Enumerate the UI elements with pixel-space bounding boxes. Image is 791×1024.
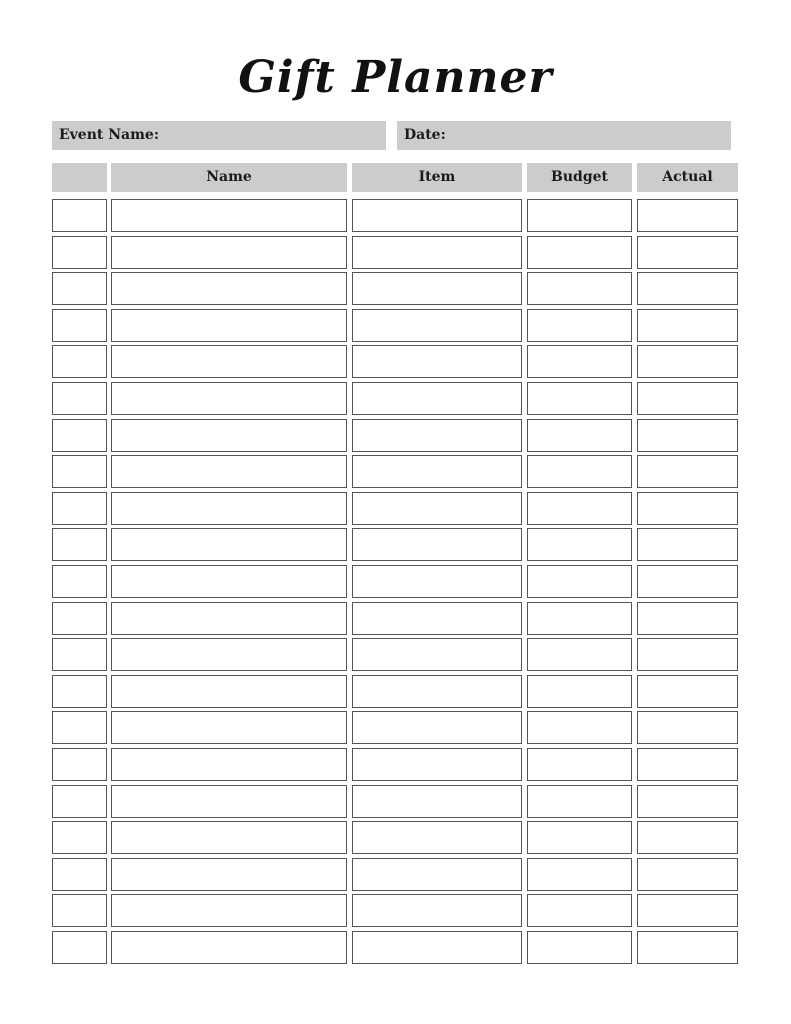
budget-cell[interactable] — [527, 748, 632, 781]
actual-cell[interactable] — [637, 236, 738, 269]
check-cell[interactable] — [52, 565, 107, 598]
item-cell[interactable] — [352, 565, 522, 598]
item-cell[interactable] — [352, 748, 522, 781]
budget-cell[interactable] — [527, 236, 632, 269]
actual-cell[interactable] — [637, 345, 738, 378]
budget-cell[interactable] — [527, 821, 632, 854]
actual-cell[interactable] — [637, 309, 738, 342]
budget-cell[interactable] — [527, 309, 632, 342]
check-cell[interactable] — [52, 602, 107, 635]
check-cell[interactable] — [52, 675, 107, 708]
item-cell[interactable] — [352, 272, 522, 305]
actual-cell[interactable] — [637, 455, 738, 488]
item-cell[interactable] — [352, 382, 522, 415]
budget-cell[interactable] — [527, 345, 632, 378]
actual-cell[interactable] — [637, 711, 738, 744]
check-cell[interactable] — [52, 528, 107, 561]
item-cell[interactable] — [352, 931, 522, 964]
actual-cell[interactable] — [637, 492, 738, 525]
budget-cell[interactable] — [527, 528, 632, 561]
actual-cell[interactable] — [637, 602, 738, 635]
check-cell[interactable] — [52, 309, 107, 342]
name-cell[interactable] — [111, 492, 347, 525]
budget-cell[interactable] — [527, 931, 632, 964]
item-cell[interactable] — [352, 455, 522, 488]
name-cell[interactable] — [111, 382, 347, 415]
item-cell[interactable] — [352, 785, 522, 818]
actual-cell[interactable] — [637, 894, 738, 927]
name-cell[interactable] — [111, 345, 347, 378]
check-cell[interactable] — [52, 455, 107, 488]
check-cell[interactable] — [52, 236, 107, 269]
check-cell[interactable] — [52, 821, 107, 854]
actual-cell[interactable] — [637, 931, 738, 964]
date-label: Date: — [404, 127, 446, 143]
name-cell[interactable] — [111, 455, 347, 488]
budget-cell[interactable] — [527, 382, 632, 415]
actual-cell[interactable] — [637, 675, 738, 708]
name-cell[interactable] — [111, 309, 347, 342]
event-name-label: Event Name: — [59, 127, 159, 143]
actual-cell[interactable] — [637, 272, 738, 305]
check-cell[interactable] — [52, 858, 107, 891]
name-cell[interactable] — [111, 858, 347, 891]
name-cell[interactable] — [111, 894, 347, 927]
actual-cell[interactable] — [637, 858, 738, 891]
item-cell[interactable] — [352, 675, 522, 708]
item-cell[interactable] — [352, 345, 522, 378]
name-cell[interactable] — [111, 528, 347, 561]
actual-cell[interactable] — [637, 638, 738, 671]
check-cell[interactable] — [52, 638, 107, 671]
check-cell[interactable] — [52, 931, 107, 964]
budget-cell[interactable] — [527, 455, 632, 488]
name-cell[interactable] — [111, 638, 347, 671]
item-cell[interactable] — [352, 309, 522, 342]
check-cell[interactable] — [52, 894, 107, 927]
column-header-blank — [52, 163, 107, 192]
item-cell[interactable] — [352, 711, 522, 744]
item-cell[interactable] — [352, 419, 522, 452]
budget-cell[interactable] — [527, 565, 632, 598]
budget-cell[interactable] — [527, 419, 632, 452]
budget-cell[interactable] — [527, 272, 632, 305]
item-cell[interactable] — [352, 199, 522, 232]
check-cell[interactable] — [52, 382, 107, 415]
name-cell[interactable] — [111, 675, 347, 708]
item-cell[interactable] — [352, 236, 522, 269]
actual-cell[interactable] — [637, 528, 738, 561]
name-cell[interactable] — [111, 236, 347, 269]
actual-cell[interactable] — [637, 565, 738, 598]
item-cell[interactable] — [352, 602, 522, 635]
budget-cell[interactable] — [527, 638, 632, 671]
check-cell[interactable] — [52, 419, 107, 452]
check-cell[interactable] — [52, 785, 107, 818]
actual-cell[interactable] — [637, 382, 738, 415]
budget-cell[interactable] — [527, 858, 632, 891]
actual-cell[interactable] — [637, 419, 738, 452]
check-cell[interactable] — [52, 492, 107, 525]
item-cell[interactable] — [352, 528, 522, 561]
check-cell[interactable] — [52, 748, 107, 781]
budget-cell[interactable] — [527, 785, 632, 818]
check-cell[interactable] — [52, 711, 107, 744]
item-cell[interactable] — [352, 858, 522, 891]
item-cell[interactable] — [352, 492, 522, 525]
column-header-budget: Budget — [527, 163, 632, 192]
check-cell[interactable] — [52, 345, 107, 378]
page-title: Gift Planner — [238, 52, 553, 103]
name-cell[interactable] — [111, 711, 347, 744]
budget-cell[interactable] — [527, 894, 632, 927]
budget-cell[interactable] — [527, 711, 632, 744]
budget-cell[interactable] — [527, 602, 632, 635]
check-cell[interactable] — [52, 199, 107, 232]
name-cell[interactable] — [111, 602, 347, 635]
actual-cell[interactable] — [637, 199, 738, 232]
budget-cell[interactable] — [527, 199, 632, 232]
item-cell[interactable] — [352, 638, 522, 671]
name-cell[interactable] — [111, 821, 347, 854]
name-cell[interactable] — [111, 419, 347, 452]
name-cell[interactable] — [111, 272, 347, 305]
name-cell[interactable] — [111, 785, 347, 818]
budget-cell[interactable] — [527, 675, 632, 708]
check-cell[interactable] — [52, 272, 107, 305]
item-cell[interactable] — [352, 821, 522, 854]
column-header-name: Name — [111, 163, 347, 192]
event-name-field[interactable] — [52, 121, 386, 150]
name-cell[interactable] — [111, 565, 347, 598]
actual-cell[interactable] — [637, 821, 738, 854]
name-cell[interactable] — [111, 199, 347, 232]
date-field[interactable] — [397, 121, 731, 150]
budget-cell[interactable] — [527, 492, 632, 525]
column-header-item: Item — [352, 163, 522, 192]
name-cell[interactable] — [111, 748, 347, 781]
name-cell[interactable] — [111, 931, 347, 964]
actual-cell[interactable] — [637, 785, 738, 818]
actual-cell[interactable] — [637, 748, 738, 781]
item-cell[interactable] — [352, 894, 522, 927]
column-header-actual: Actual — [637, 163, 738, 192]
